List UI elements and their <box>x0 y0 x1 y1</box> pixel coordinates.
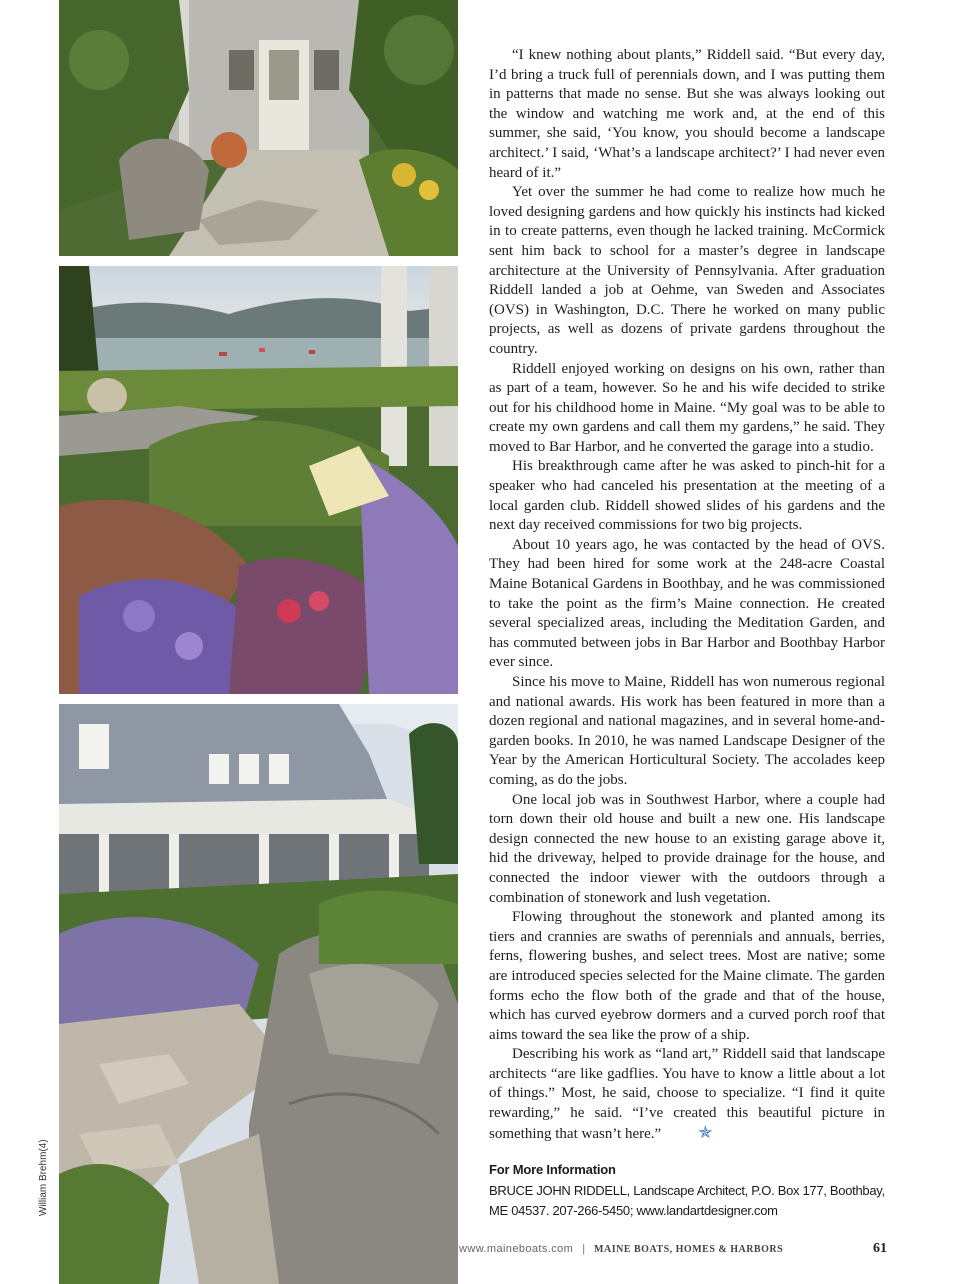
article-paragraph-9 <box>489 1045 885 1144</box>
article-paragraph-6: Since his move to Maine, Riddell has won numerous regional and national awards. His work has been featured in more than a dozen regional and national magazines, and in several home-and-garden books. In 2010, he was named Landscape Designer of the Year by the American Horticultural Society. The accolades keep coming, as do the jobs. <box>489 674 885 788</box>
article-paragraph-7: One local job was in Southwest Harbor, where a couple had torn down their old house and built a new one. His landscape design connected the new house to an existing garage above it, hid the driveway, helped to provide drainage for the house, and connected the indoor viewer with the outdoors through a combination of stonework and lush vegetation. <box>489 791 885 906</box>
article-paragraph-1: “I knew nothing about plants,” Riddell said. “But every day, I’d bring a truck full of perennials down, and I was putting them in patterns that made no sense. But she was always looking out the window and watching me work and, at the end of this summer, she said, ‘You know, you should become a landscape architect.’ I said, ‘What’s a landscape architect?’ I had never even heard of it.” <box>489 47 885 181</box>
article-paragraph-5: About 10 years ago, he was contacted by the head of OVS. They had been hired for some work at the 248-acre Coastal Maine Botanical Gardens in Boothbay, and he was commissioned to take the point as the firm’s Maine connection. He created several specialized areas, including the Meditation Garden, and has commuted between jobs in Bar Harbor and Boothbay Harbor ever since. <box>489 536 885 671</box>
article-paragraph-8: Flowing throughout the stonework and planted among its tiers and crannies are swaths of perennials and annuals, berries, ferns, flowering bushes, and select trees. Most are native; some are introduced species selected for the Maine climate. The garden forms echo the flow both of the grade and that of the house, which has curved eyebrow dormers and a curved porch roof that aims toward the sea like the prow of a ship. <box>489 909 885 1043</box>
photo-curved-porch-house <box>59 704 458 1284</box>
photo-credit <box>38 1139 52 1216</box>
article-paragraph-2: Yet over the summer he had come to realize how much he loved designing gardens and how quickly his instincts had kicked in to create patterns, even though he lacked training. McCormick sent him back to school for a master’s degree in landscape architecture at the University of Pennsylvania. After graduation Riddell landed a job at Oehme, van Sweden and Associates (OVS) in Washington, D.C. There he worked on many public projects, as well as dozens of private gardens throughout the country. <box>489 184 885 357</box>
article-paragraph-4: His breakthrough came after he was asked to pinch-hit for a speaker who had canceled his presentation at the meeting of a local garden club. Riddell showed slides of his gardens and the next day received commissions for two big projects. <box>489 458 885 534</box>
photo-cottage-entrance <box>59 0 458 256</box>
article-body <box>489 46 885 1144</box>
footer-url[interactable]: www.maineboats.com <box>459 1243 574 1255</box>
photo-harbor-garden <box>59 266 458 694</box>
article-paragraph-9-text: Describing his work as “land art,” Riddell said that landscape architects “are like gadflies. You have to know a little about a lot of things.” Most, he said, choose to specialize. “I find it quite rewarding,” he said. “I’ve created this beautiful picture in something that wasn’t here.” <box>489 1046 885 1142</box>
more-info-heading: For More Information <box>489 1162 616 1177</box>
footer-separator: | <box>582 1243 586 1255</box>
end-mark-star-icon: ✯ <box>698 1122 713 1142</box>
photo-credit-text: William Brehm(4) <box>38 1139 49 1216</box>
page-footer <box>459 1240 887 1258</box>
page-number: 61 <box>873 1241 887 1256</box>
article-paragraph-3: Riddell enjoyed working on designs on his own, rather than as part of a team, however. So he and his wife decided to strike out for his childhood home in Maine. “My goal was to be able to create my own gardens and call them my gardens,” he said. They moved to Bar Harbor, and he converted the garage into a studio. <box>489 360 885 455</box>
footer-magazine-name: MAINE BOATS, HOMES & HARBORS <box>594 1243 784 1255</box>
more-info-body: BRUCE JOHN RIDDELL, Landscape Architect, P.O. Box 177, Boothbay, ME 04537. 207-266-5450; www.landartdesigner.com <box>489 1183 885 1218</box>
